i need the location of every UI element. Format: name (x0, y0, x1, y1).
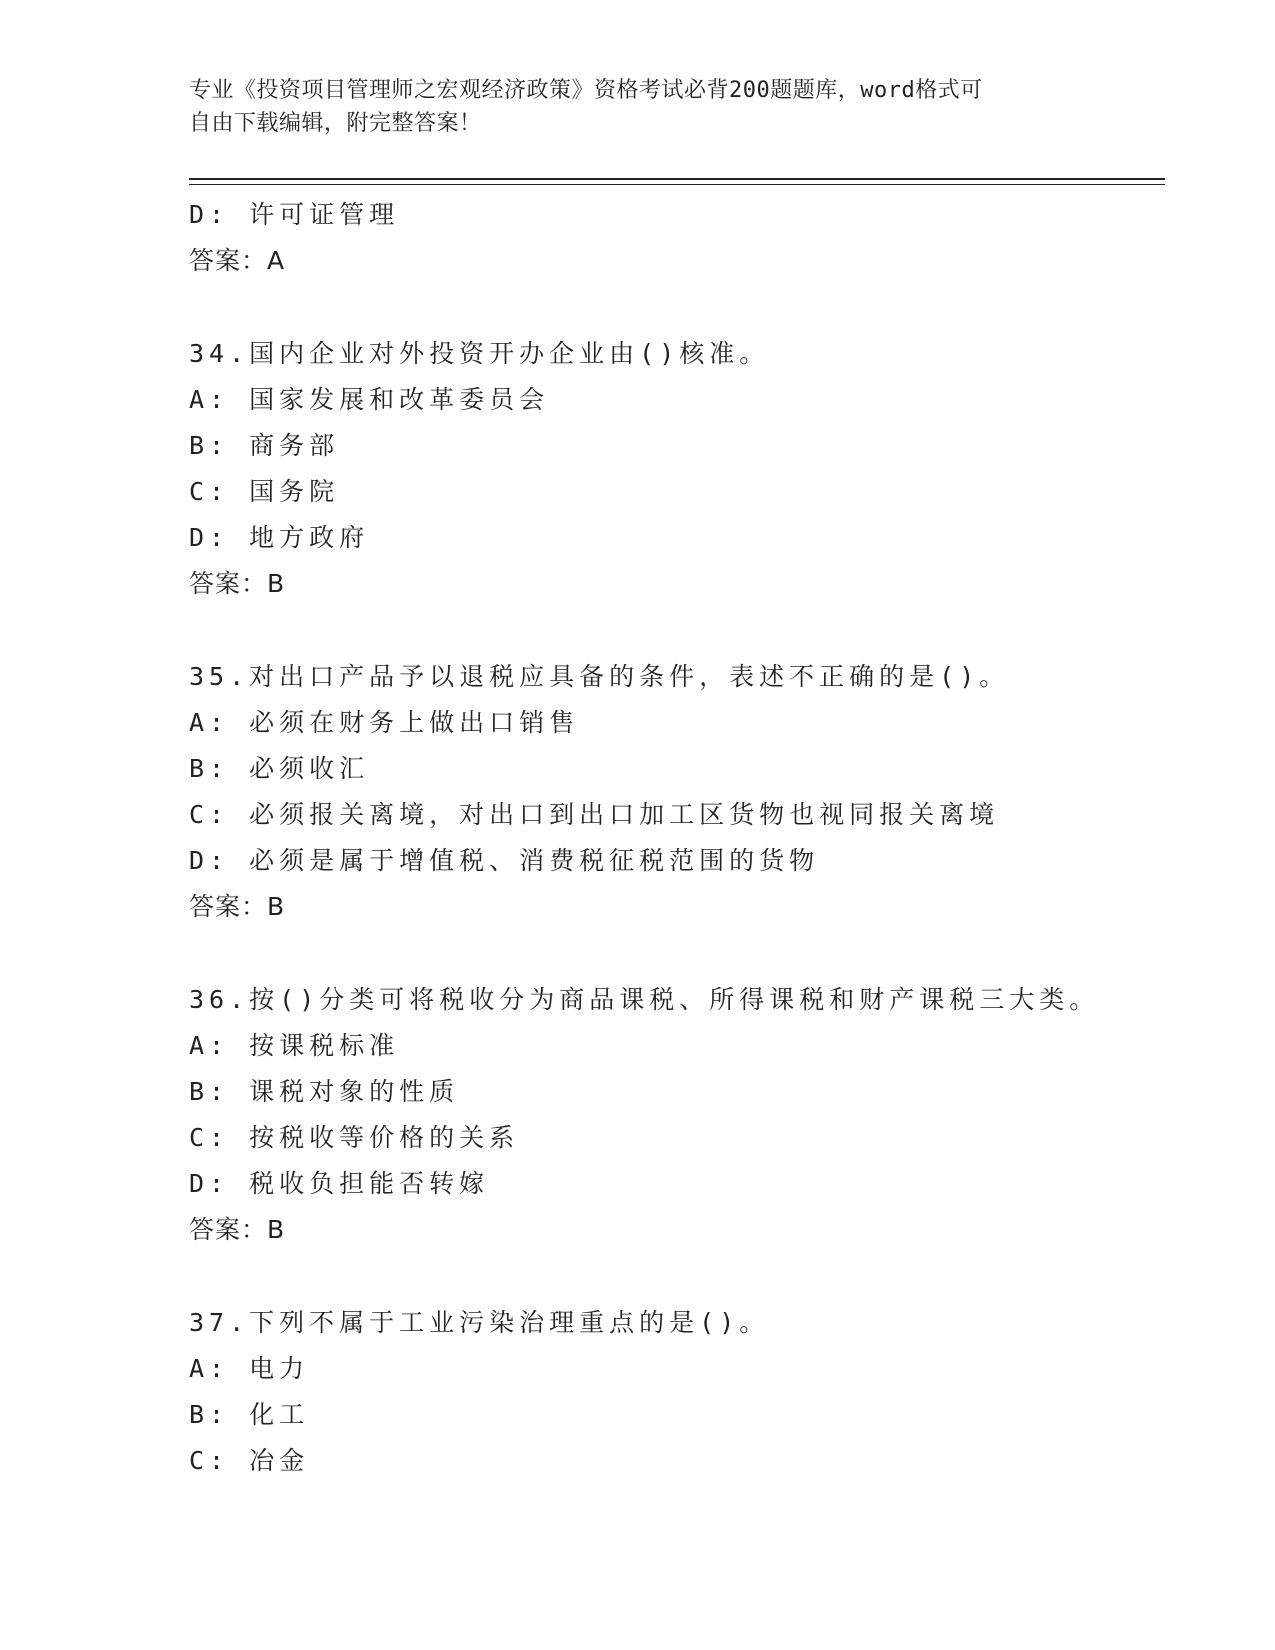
question-list (189, 192, 1165, 1484)
question-34 (189, 331, 1165, 607)
option-a: A: 必须在财务上做出口销售 (189, 708, 580, 737)
question-stem: 34.国内企业对外投资开办企业由()核准。 (189, 339, 770, 368)
question-fragment-33 (189, 192, 1165, 284)
answer-line: 答案：B (189, 1215, 286, 1244)
option-d: D: 地方政府 (189, 523, 370, 552)
header-divider-thin (189, 184, 1165, 185)
option-a: A: 电力 (189, 1354, 310, 1383)
question-stem: 36.按()分类可将税收分为商品课税、所得课税和财产课税三大类。 (189, 985, 1100, 1014)
question-36 (189, 977, 1165, 1253)
answer-line: 答案：B (189, 892, 286, 921)
header-divider-thick (189, 178, 1165, 180)
question-stem: 35.对出口产品予以退税应具备的条件，表述不正确的是()。 (189, 662, 1010, 691)
option-c: C: 按税收等价格的关系 (189, 1123, 520, 1152)
spacer (189, 930, 1165, 977)
option-b: B: 课税对象的性质 (189, 1077, 460, 1106)
option-b: B: 化工 (189, 1400, 310, 1429)
question-stem: 37.下列不属于工业污染治理重点的是()。 (189, 1308, 770, 1337)
option-c: C: 冶金 (189, 1446, 310, 1475)
option-c: C: 必须报关离境，对出口到出口加工区货物也视同报关离境 (189, 800, 1000, 829)
header-title-line-2: 自由下载编辑，附完整答案！ (189, 111, 482, 136)
option-b: B: 必须收汇 (189, 754, 370, 783)
option-d: D: 税收负担能否转嫁 (189, 1169, 490, 1198)
option-c: C: 国务院 (189, 477, 340, 506)
spacer (189, 284, 1165, 331)
option-d: D: 必须是属于增值税、消费税征税范围的货物 (189, 846, 820, 875)
question-37 (189, 1300, 1165, 1484)
document-header (189, 74, 1089, 140)
question-35 (189, 654, 1165, 930)
answer-line: 答案：A (189, 246, 286, 275)
option-d: D: 许可证管理 (189, 200, 400, 229)
spacer (189, 607, 1165, 654)
header-title-line-1: 专业《投资项目管理师之宏观经济政策》资格考试必背200题题库，word格式可 (189, 78, 983, 103)
spacer (189, 1253, 1165, 1300)
option-b: B: 商务部 (189, 431, 340, 460)
option-a: A: 按课税标准 (189, 1031, 400, 1060)
option-a: A: 国家发展和改革委员会 (189, 385, 550, 414)
answer-line: 答案：B (189, 569, 286, 598)
